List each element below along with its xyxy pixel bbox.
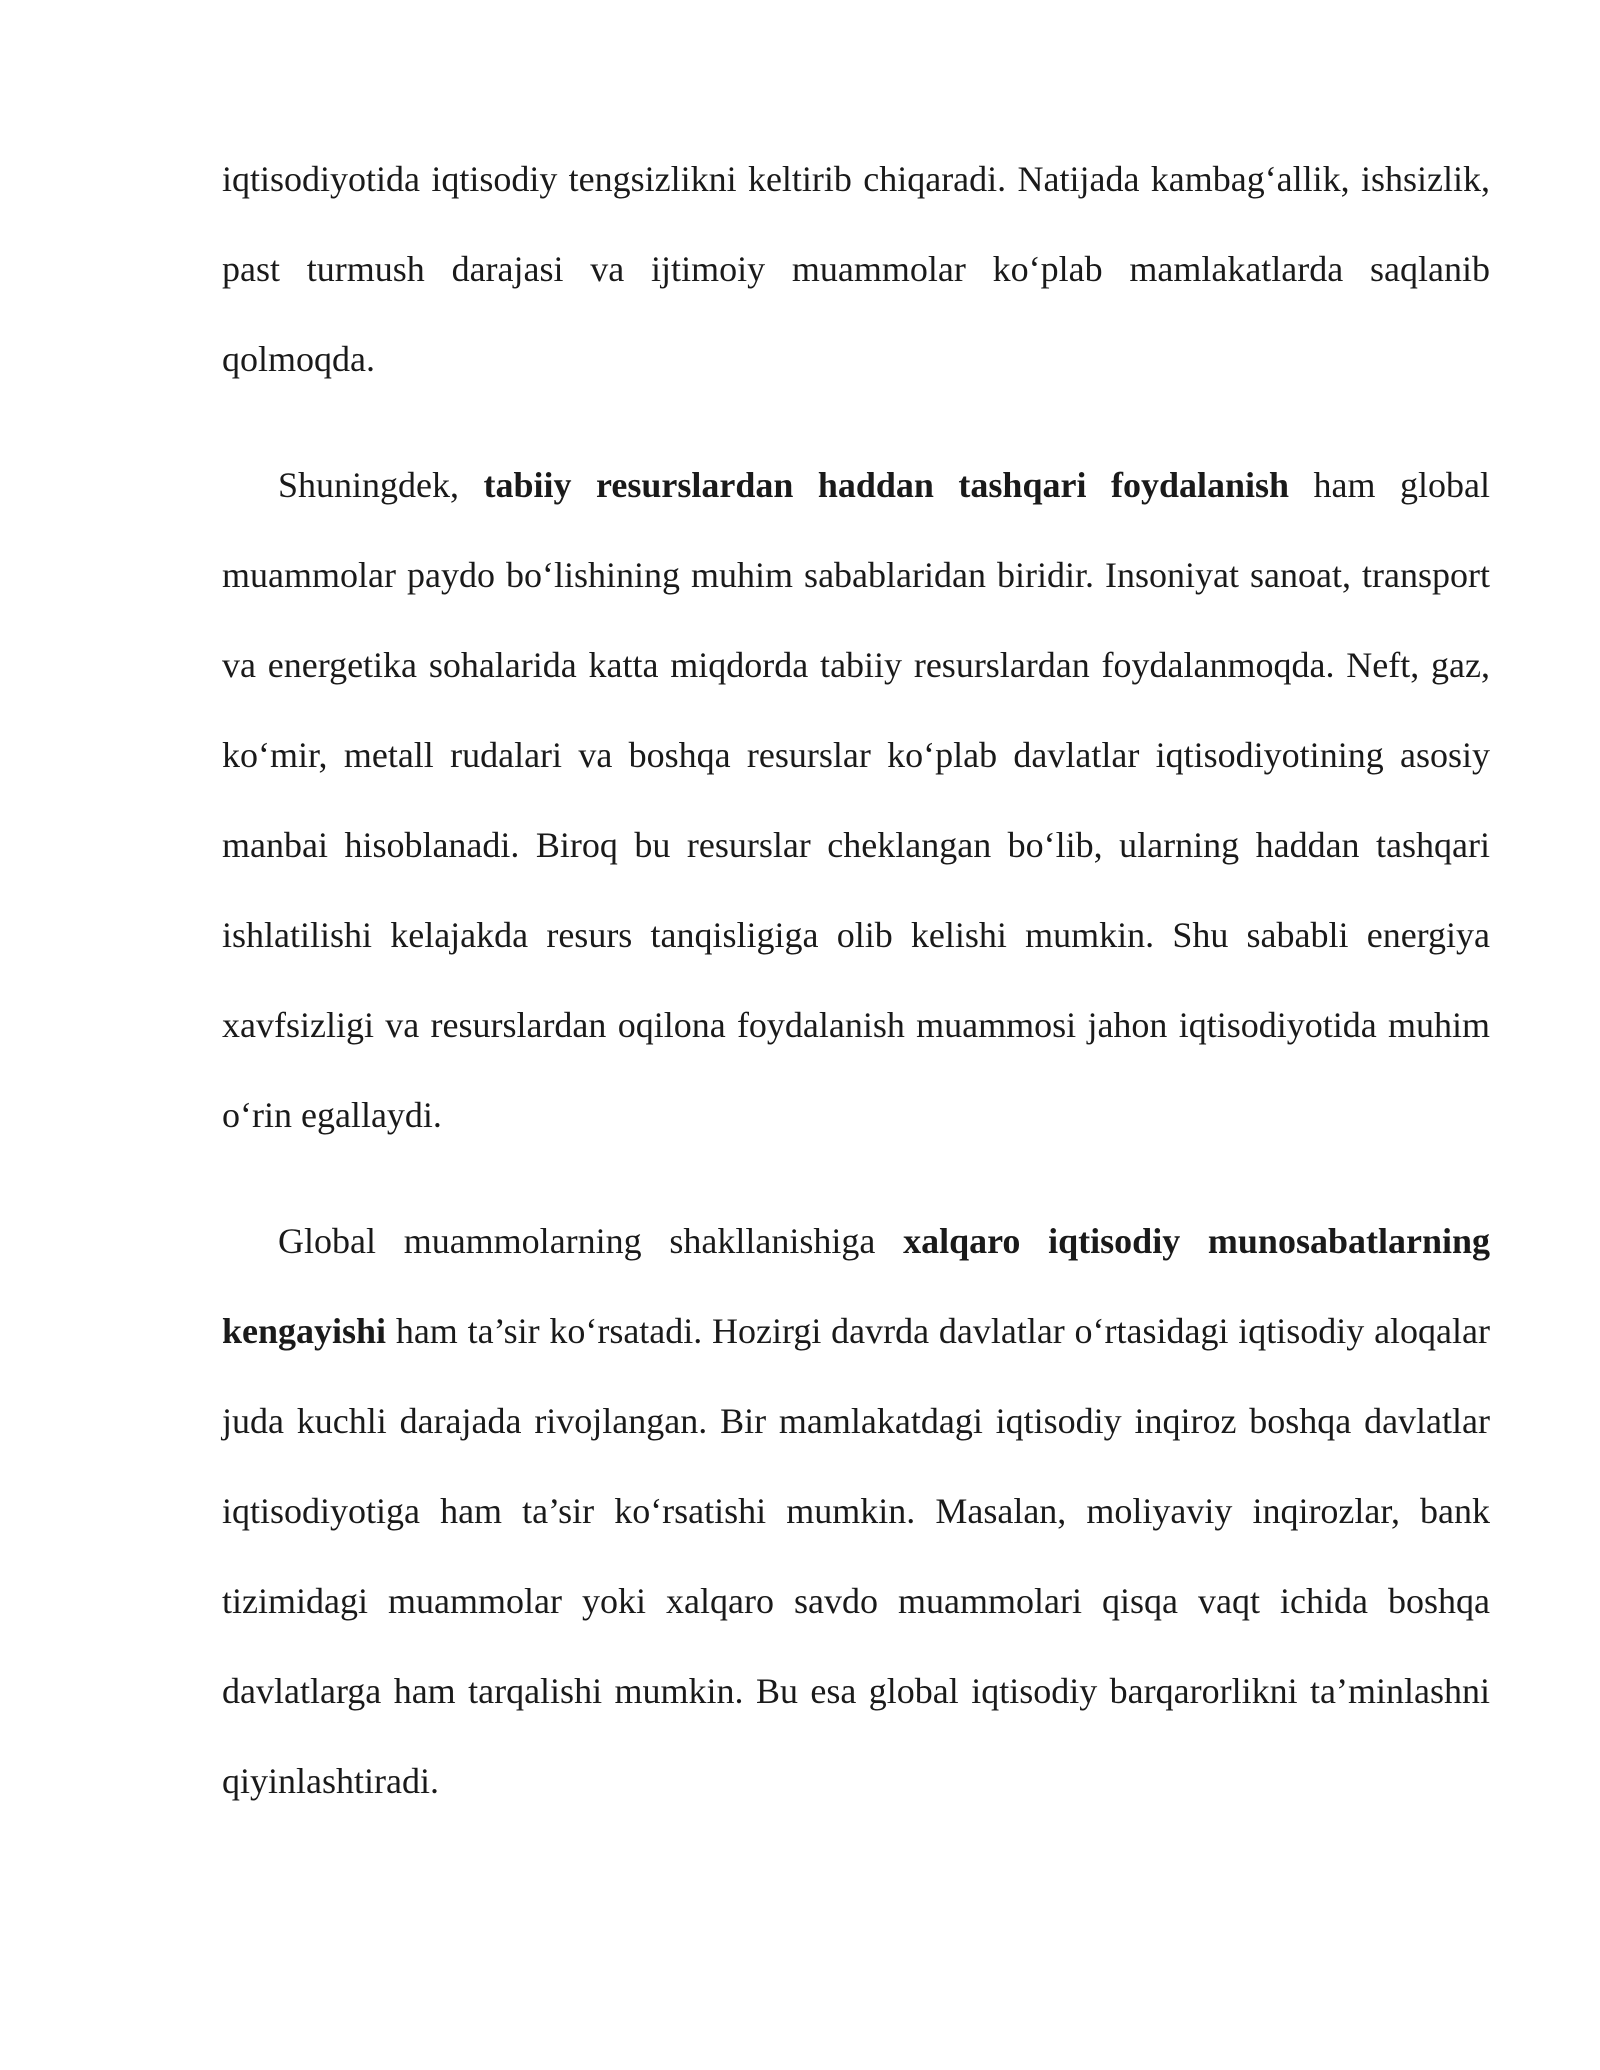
document-body bbox=[222, 134, 1490, 1826]
paragraph-international-relations bbox=[222, 1196, 1490, 1826]
paragraph-text: Shuningdek, bbox=[278, 465, 484, 505]
paragraph-text: ham global muammolar paydo bo‘lishining muhim sabablaridan biridir. Insoniyat sanoat, transport va energetika sohalarida katta miqdorda tabiiy resurslardan foydalanmoqda. Neft, gaz, ko‘mir, metall rudalari va boshqa resurslar ko‘plab davlatlar iqtisodiyotining asosiy manbai hisoblanadi. Biroq bu resurslar cheklangan bo‘lib, ularning haddan tashqari ishlatilishi kelajakda resurs tanqisligiga olib kelishi mumkin. Shu sababli energiya xavfsizligi va resurslardan oqilona foydalanish muammosi jahon iqtisodiyotida muhim o‘rin egallaydi. bbox=[222, 465, 1490, 1135]
paragraph-natural-resources bbox=[222, 440, 1490, 1160]
bold-term: xalqaro iqtisodiy munosabatlarning kengayishi bbox=[222, 1221, 1490, 1351]
paragraph-continuation bbox=[222, 134, 1490, 404]
paragraph-text: Global muammolarning shakllanishiga bbox=[278, 1221, 904, 1261]
paragraph-text: iqtisodiyotida iqtisodiy tengsizlikni keltirib chiqaradi. Natijada kambag‘allik, ishsizlik, past turmush darajasi va ijtimoiy muammolar ko‘plab mamlakatlarda saqlanib qolmoqda. bbox=[222, 159, 1490, 379]
paragraph-text: ham ta’sir ko‘rsatadi. Hozirgi davrda davlatlar o‘rtasidagi iqtisodiy aloqalar juda kuchli darajada rivojlangan. Bir mamlakatdagi iqtisodiy inqiroz boshqa davlatlar iqtisodiyotiga ham ta’sir ko‘rsatishi mumkin. Masalan, moliyaviy inqirozlar, bank tizimidagi muammolar yoki xalqaro savdo muammolari qisqa vaqt ichida boshqa davlatlarga ham tarqalishi mumkin. Bu esa global iqtisodiy barqarorlikni ta’minlashni qiyinlashtiradi. bbox=[222, 1311, 1490, 1801]
bold-term: tabiiy resurslardan haddan tashqari foydalanish bbox=[483, 465, 1290, 505]
